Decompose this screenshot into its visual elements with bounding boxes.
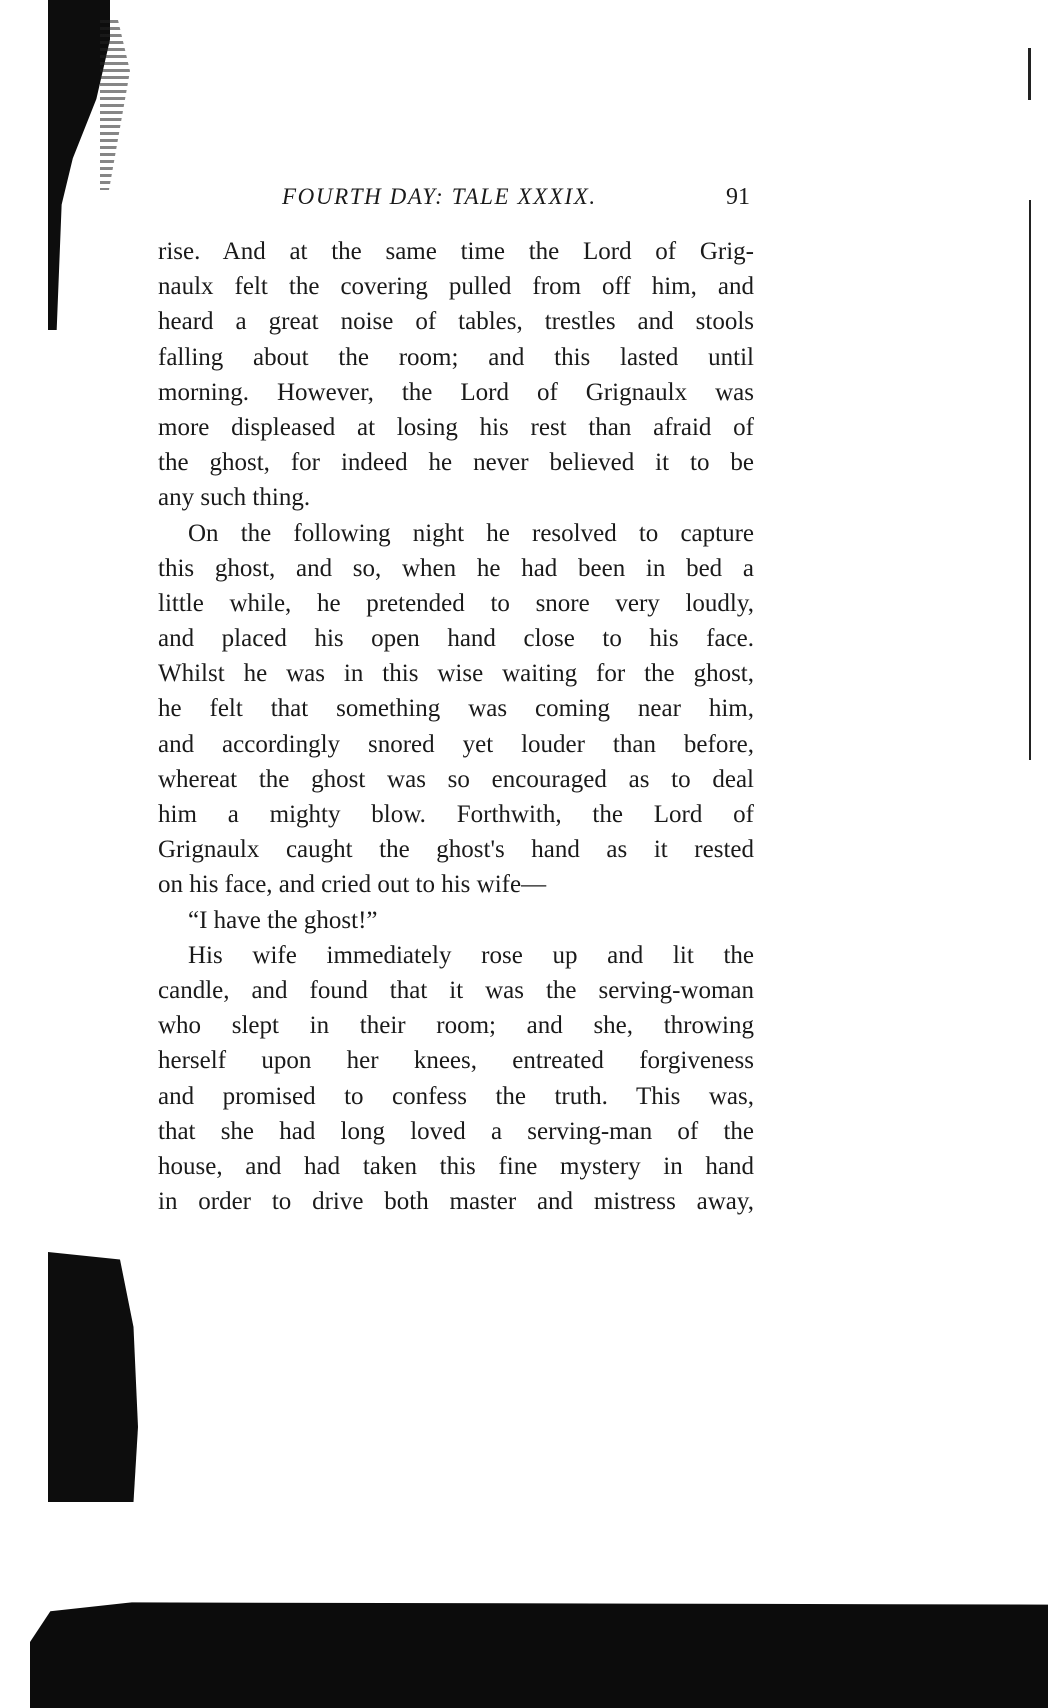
text-line: house, and had taken this fine mystery in hand <box>158 1152 754 1180</box>
text-line: His wife immediately rose up and lit the <box>188 941 754 969</box>
text-line: who slept in their room; and she, throwing <box>158 1012 754 1040</box>
text-line: any such thing. <box>158 484 311 512</box>
scan-edge-shadow-bottom <box>30 1598 1048 1708</box>
text-line: more displeased at losing his rest than afraid of <box>158 413 754 441</box>
text-line: herself upon her knees, entreated forgiveness <box>158 1047 754 1075</box>
text-line: this ghost, and so, when he had been in bed a <box>158 554 754 582</box>
running-header <box>230 178 750 218</box>
scan-edge-line-right-top <box>1028 48 1031 100</box>
text-line: and accordingly snored yet louder than before, <box>158 730 754 758</box>
scan-edge-grain <box>100 20 130 190</box>
text-line: naulx felt the covering pulled from off him, and <box>158 273 754 301</box>
text-line: in order to drive both master and mistress away, <box>158 1188 754 1216</box>
text-line: on his face, and cried out to his wife— <box>158 871 547 899</box>
page-number: 91 <box>726 184 750 210</box>
text-line: the ghost, for indeed he never believed it to be <box>158 449 754 477</box>
text-line: and promised to confess the truth. This was, <box>158 1082 754 1110</box>
text-line: him a mighty blow. Forthwith, the Lord of <box>158 801 754 828</box>
text-line: and placed his open hand close to his face. <box>158 625 754 653</box>
text-line: rise. And at the same time the Lord of Grig- <box>158 238 754 265</box>
text-line: whereat the ghost was so encouraged as to deal <box>158 765 754 793</box>
text-line: little while, he pretended to snore very loudly, <box>158 589 754 617</box>
text-line: that she had long loved a serving-man of the <box>158 1117 754 1145</box>
text-line: candle, and found that it was the serving-woman <box>158 976 754 1004</box>
text-line: Whilst he was in this wise waiting for the ghost, <box>158 660 754 688</box>
text-line: falling about the room; and this lasted until <box>158 343 754 371</box>
text-line: Grignaulx caught the ghost's hand as it rested <box>158 836 754 864</box>
text-line: morning. However, the Lord of Grignaulx was <box>158 378 754 406</box>
text-line: On the following night he resolved to capture <box>188 519 754 547</box>
scan-edge-line-right <box>1029 200 1031 760</box>
text-line: “I have the ghost!” <box>188 906 378 934</box>
text-line: he felt that something was coming near him, <box>158 695 754 723</box>
body-text <box>158 234 754 1219</box>
running-title: FOURTH DAY: TALE XXXIX. <box>282 184 597 209</box>
text-line: heard a great noise of tables, trestles and stools <box>158 308 754 336</box>
scan-edge-shadow-mid-left <box>48 1252 138 1502</box>
